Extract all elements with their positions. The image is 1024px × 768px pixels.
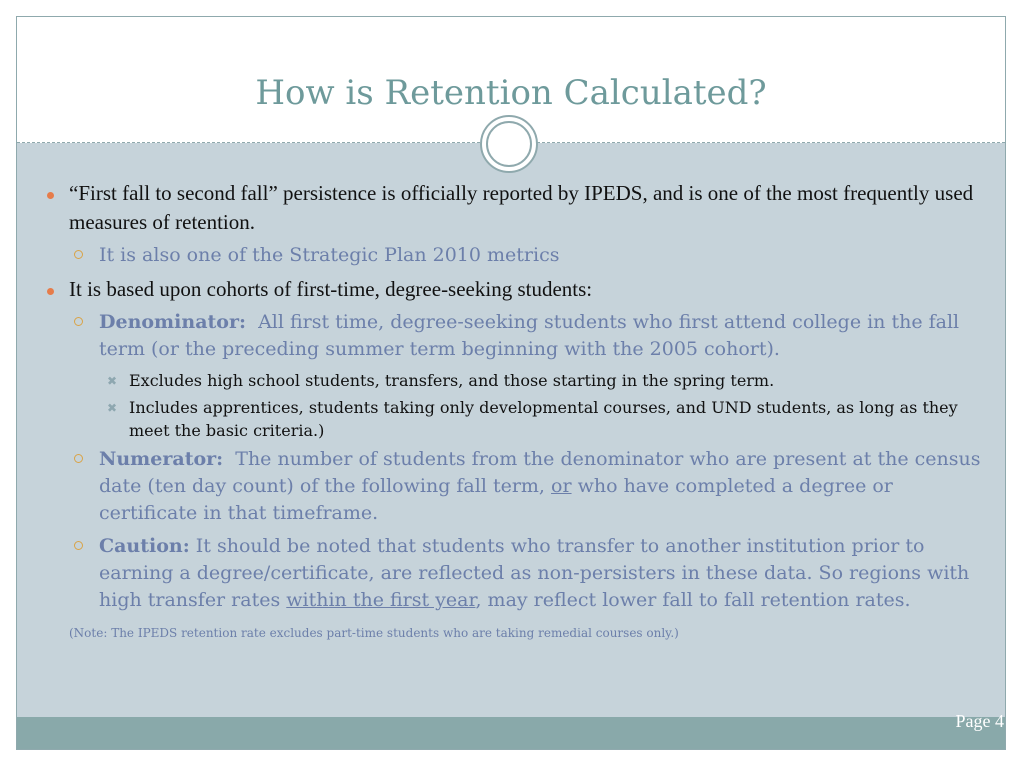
bullet-cohorts-text: It is based upon cohorts of first-time, degree-seeking students: (69, 277, 593, 301)
bullet-cross-icon: ✖ (107, 374, 118, 388)
page-number: Page 4 (955, 711, 1004, 731)
bullet-ring-icon (74, 250, 83, 259)
bullet-cohorts (37, 275, 987, 304)
footnote: (Note: The IPEDS retention rate excludes part-time students who are taking remedial courses only.) (69, 626, 679, 640)
bullet-ipeds-text: “First fall to second fall” persistence is officially reported by IPEDS, and is one of the most frequently used measures of retention. (69, 181, 974, 234)
slide-frame (16, 16, 1006, 750)
numerator-text-b: who have completed a degree or certificate in that timeframe. (99, 475, 893, 524)
bullet-caution (37, 533, 987, 614)
caution-text-b: , may reflect lower fall to fall retention rates. (475, 589, 911, 611)
denominator-label: Denominator: (99, 311, 246, 333)
bullet-dot-icon (47, 192, 54, 199)
bullet-list (37, 179, 987, 640)
bullet-ring-icon (74, 541, 83, 550)
footer-bar (17, 717, 1005, 750)
bullet-numerator (37, 446, 987, 527)
denominator-text: All first time, degree-seeking students who first attend college in the fall term (or the preceding summer term beginning with the 2005 cohort). (99, 311, 960, 360)
numerator-text-a: The number of students from the denominator who are present at the census date (ten day count) of the following fall term, (99, 448, 981, 497)
numerator-label: Numerator: (99, 448, 224, 470)
bullet-ring-icon (74, 317, 83, 326)
includes-text: Includes apprentices, students taking only developmental courses, and UND students, as long as they meet the basic criteria.) (129, 398, 958, 440)
bullet-ring-icon (74, 454, 83, 463)
bullet-includes (37, 396, 987, 442)
circle-ornament-inner (486, 121, 532, 167)
bullet-cross-icon: ✖ (107, 401, 118, 415)
bullet-dot-icon (47, 288, 54, 295)
caution-label: Caution: (99, 535, 190, 557)
caution-text-a: It should be noted that students who transfer to another institution prior to earning a degree/certificate, are reflected as non-persisters in these data. So regions with high transfer rates (99, 535, 970, 611)
slide-title: How is Retention Calculated? (255, 73, 767, 113)
numerator-or: or (551, 475, 572, 497)
bullet-strategic-plan (37, 242, 987, 269)
content-area (17, 143, 1005, 717)
bullet-denominator (37, 309, 987, 363)
bullet-ipeds (37, 179, 987, 237)
circle-ornament-icon (480, 115, 538, 173)
bullet-strategic-plan-text: It is also one of the Strategic Plan 2010 metrics (99, 244, 560, 266)
excludes-text: Excludes high school students, transfers, and those starting in the spring term. (129, 371, 775, 390)
bullet-excludes (37, 369, 987, 392)
caution-underlined: within the first year (286, 589, 476, 611)
